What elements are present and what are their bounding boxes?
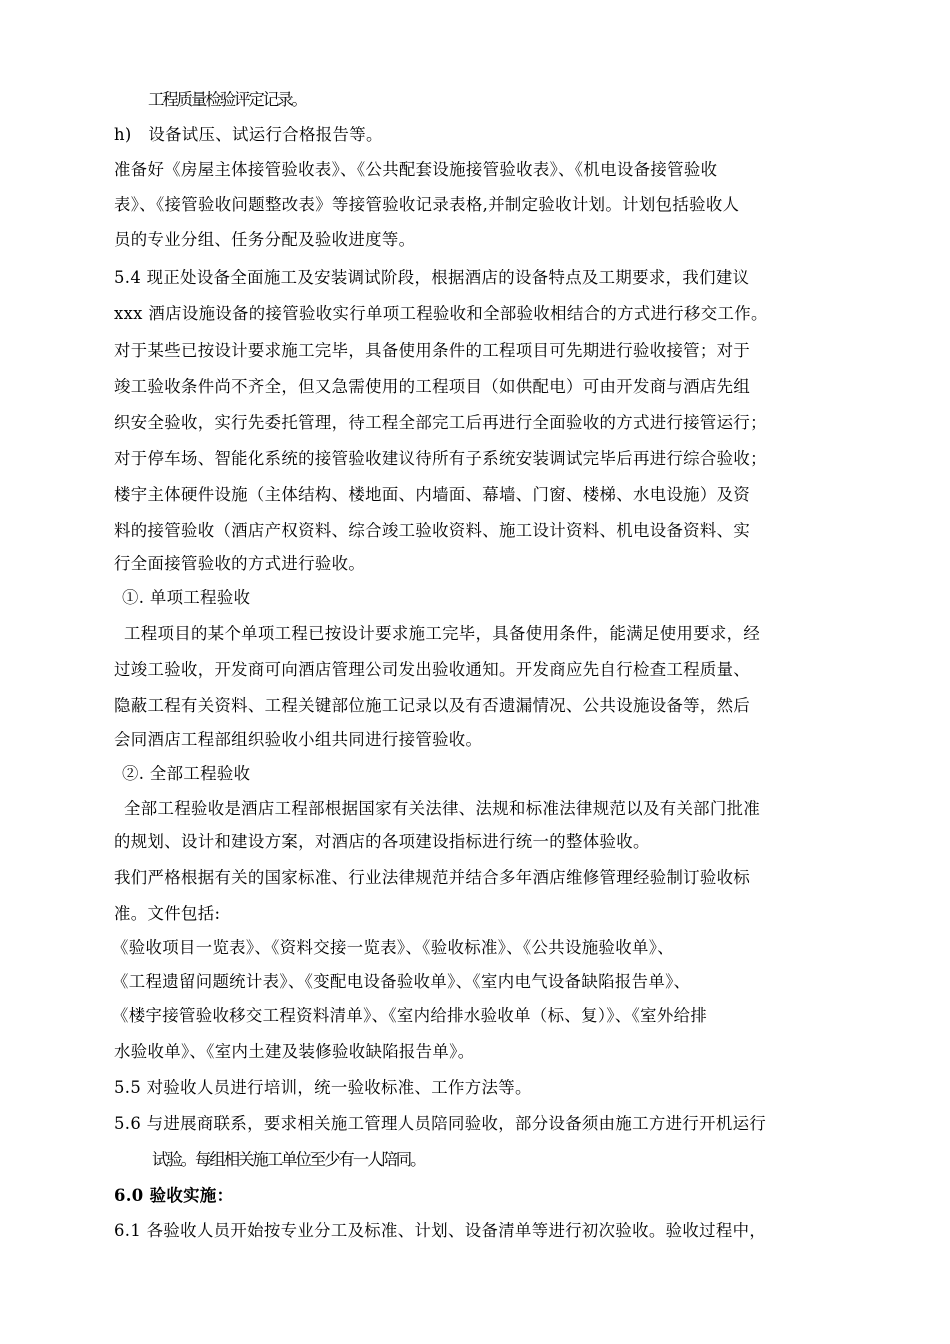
section-6-1-line-1: 6.1 各验收人员开始按专业分工及标准、计划、设备清单等进行初次验收。验收过程中， <box>114 1221 767 1240</box>
subsection-1-line-2: 过竣工验收，开发商可向酒店管理公司发出验收通知。开发商应先自行检查工程质量、 <box>114 660 751 679</box>
text-line-1: 工程质量检验评定记录。 <box>148 90 306 109</box>
documents-line-2: 《工程遗留问题统计表》、《变配电设备验收单》、《室内电气设备缺陷报告单》、 <box>112 972 691 991</box>
section-5-4-line-4: 竣工验收条件尚不齐全，但又急需使用的工程项目（如供配电）可由开发商与酒店先组 <box>114 377 751 396</box>
text-line-5: 员的专业分组、任务分配及验收进度等。 <box>114 230 416 249</box>
standards-line-1: 我们严格根据有关的国家标准、行业法律规范并结合多年酒店维修管理经验制订验收标 <box>114 868 751 887</box>
section-5-4-line-5: 织安全验收，实行先委托管理，待工程全部完工后再进行全面验收的方式进行接管运行； <box>114 413 767 432</box>
subsection-1-heading: ①. 单项工程验收 <box>122 588 251 607</box>
section-5-5: 5.5 对验收人员进行培训，统一验收标准、工作方法等。 <box>114 1078 532 1097</box>
section-5-4-line-1: 5.4 现正处设备全面施工及安装调试阶段，根据酒店的设备特点及工期要求，我们建议 <box>114 268 750 287</box>
subsection-1-line-3: 隐蔽工程有关资料、工程关键部位施工记录以及有否遗漏情况、公共设施设备等，然后 <box>114 696 751 715</box>
section-5-4-line-6: 对于停车场、智能化系统的接管验收建议待所有子系统安装调试完毕后再进行综合验收； <box>114 449 767 468</box>
subsection-2-line-1: 全部工程验收是酒店工程部根据国家有关法律、法规和标准法律规范以及有关部门批准 <box>124 799 761 818</box>
section-5-4-line-8: 料的接管验收（酒店产权资料、综合竣工验收资料、施工设计资料、机电设备资料、实 <box>114 521 751 540</box>
section-5-4-line-7: 楼宇主体硬件设施（主体结构、楼地面、内墙面、幕墙、门窗、楼梯、水电设施）及资 <box>114 485 751 504</box>
standards-line-2: 准。文件包括: <box>114 904 221 923</box>
documents-line-3: 《楼宇接管验收移交工程资料清单》、《室内给排水验收单（标、复）》、《室外给排 <box>112 1006 708 1025</box>
subsection-2-heading: ②. 全部工程验收 <box>122 764 251 783</box>
section-5-6-line-2: 试验。每组相关施工单位至少有一人陪同。 <box>152 1150 425 1169</box>
section-5-4-line-2: xxx 酒店设施设备的接管验收实行单项工程验收和全部验收相结合的方式进行移交工作。 <box>114 304 768 323</box>
text-line-3: 准备好《房屋主体接管验收表》、《公共配套设施接管验收表》、《机电设备接管验收 <box>114 160 718 179</box>
subsection-1-line-1: 工程项目的某个单项工程已按设计要求施工完毕，具备使用条件，能满足使用要求，经 <box>124 624 761 643</box>
documents-line-1: 《验收项目一览表》、《资料交接一览表》、《验收标准》、《公共设施验收单》、 <box>112 938 675 957</box>
documents-line-4: 水验收单》、《室内土建及装修验收缺陷报告单》。 <box>114 1042 475 1061</box>
text-line-2: h) 设备试压、试运行合格报告等。 <box>114 125 383 144</box>
subsection-2-line-2: 的规划、设计和建设方案，对酒店的各项建设指标进行统一的整体验收。 <box>114 832 650 851</box>
section-5-4-line-9: 行全面接管验收的方式进行验收。 <box>114 554 366 573</box>
section-6-0-heading: 6.0 验收实施： <box>114 1186 234 1205</box>
subsection-1-line-4: 会同酒店工程部组织验收小组共同进行接管验收。 <box>114 730 483 749</box>
section-5-4-line-3: 对于某些已按设计要求施工完毕，具备使用条件的工程项目可先期进行验收接管；对于 <box>114 341 751 360</box>
section-5-6-line-1: 5.6 与进展商联系，要求相关施工管理人员陪同验收，部分设备须由施工方进行开机运行 <box>114 1114 767 1133</box>
text-line-4: 表》、《接管验收问题整改表》等接管验收记录表格,并制定验收计划。计划包括验收人 <box>114 195 740 214</box>
